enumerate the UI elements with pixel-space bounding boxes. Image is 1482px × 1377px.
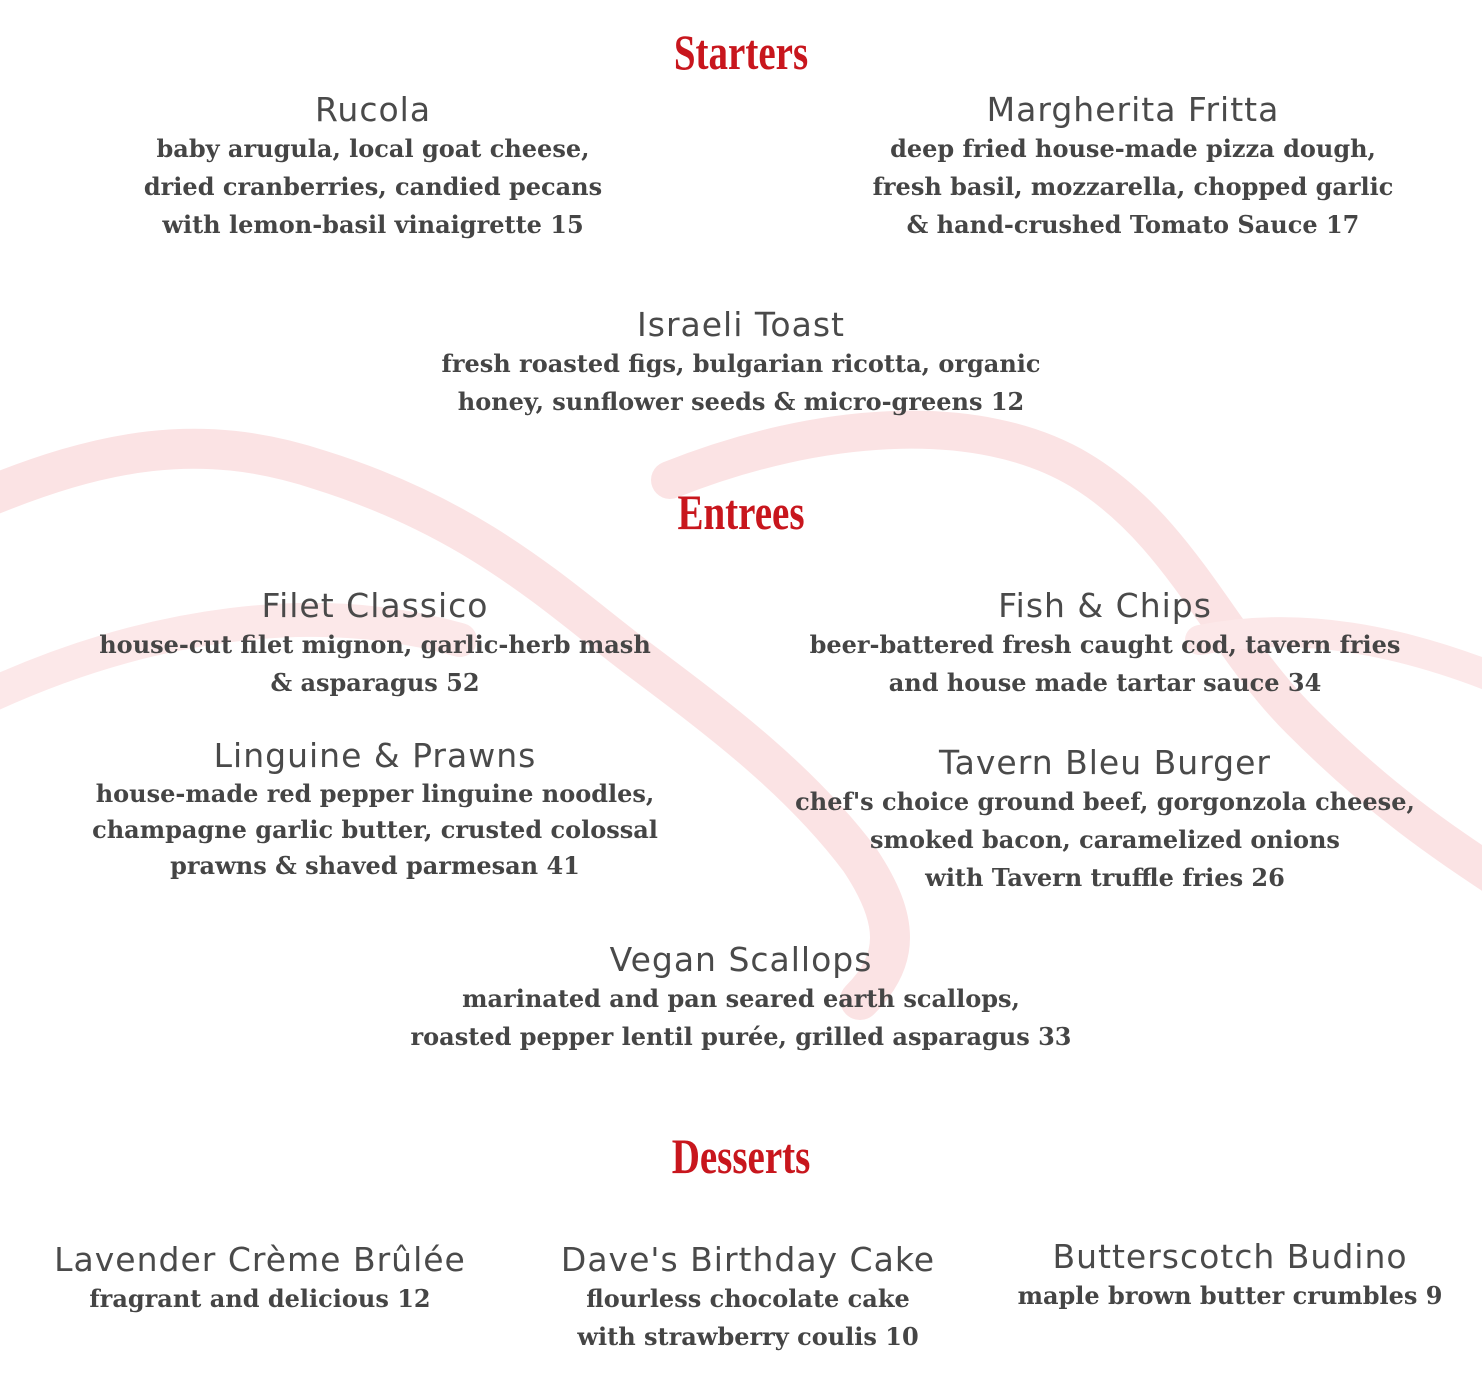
- item-name: Linguine & Prawns: [213, 736, 537, 775]
- item-description: house-made red pepper linguine noodles, champagne garlic butter, crusted colossal prawns & shaved parmesan 41: [92, 779, 658, 880]
- item-name: Dave's Birthday Cake: [560, 1240, 936, 1279]
- item-name: Tavern Bleu Burger: [938, 743, 1271, 782]
- starters-heading: Starters: [673, 24, 809, 80]
- item-description: flourless chocolate cake with strawberry coulis 10: [577, 1284, 919, 1351]
- item-name: Butterscotch Budino: [1052, 1237, 1408, 1276]
- menu-item-filet-classico: [25, 586, 725, 702]
- item-description: beer-battered fresh caught cod, tavern fries and house made tartar sauce 34: [809, 630, 1401, 697]
- item-name: Fish & Chips: [998, 586, 1212, 625]
- item-name: Lavender Crème Brûlée: [54, 1240, 466, 1279]
- item-description: fresh roasted figs, bulgarian ricotta, organic honey, sunflower seeds & micro-greens 12: [441, 349, 1041, 416]
- menu-item-rucola: [73, 90, 673, 244]
- item-description: maple brown butter crumbles 9: [1017, 1281, 1443, 1310]
- menu-item-vegan-scallops: [341, 940, 1141, 1056]
- menu-item-fish-and-chips: [755, 586, 1455, 702]
- item-name: Israeli Toast: [637, 305, 845, 344]
- item-name: Rucola: [314, 90, 432, 129]
- item-name: Margherita Fritta: [986, 90, 1280, 129]
- item-description: chef's choice ground beef, gorgonzola cheese, smoked bacon, caramelized onions with Tavern truffle fries 26: [795, 787, 1415, 892]
- menu-item-butterscotch-budino: [990, 1237, 1470, 1315]
- desserts-heading: Desserts: [671, 1128, 811, 1184]
- item-description: deep fried house-made pizza dough, fresh basil, mozzarella, chopped garlic & hand-crushed Tomato Sauce 17: [872, 134, 1394, 239]
- item-description: fragrant and delicious 12: [89, 1284, 431, 1313]
- menu-item-tavern-bleu-burger: [755, 743, 1455, 897]
- item-name: Filet Classico: [261, 586, 489, 625]
- item-description: marinated and pan seared earth scallops, roasted pepper lentil purée, grilled asparagus 33: [410, 984, 1072, 1051]
- menu-item-margherita-fritta: [800, 90, 1466, 244]
- menu-item-linguine-and-prawns: [25, 736, 725, 884]
- menu-item-lavender-creme-brulee: [20, 1240, 500, 1318]
- item-description: baby arugula, local goat cheese, dried cranberries, candied pecans with lemon-basil vinaigrette 15: [143, 134, 603, 239]
- menu-item-daves-birthday-cake: [508, 1240, 988, 1356]
- item-description: house-cut filet mignon, garlic-herb mash & asparagus 52: [99, 630, 651, 697]
- entrees-heading: Entrees: [677, 484, 805, 540]
- menu-item-israeli-toast: [391, 305, 1091, 421]
- item-name: Vegan Scallops: [609, 940, 873, 979]
